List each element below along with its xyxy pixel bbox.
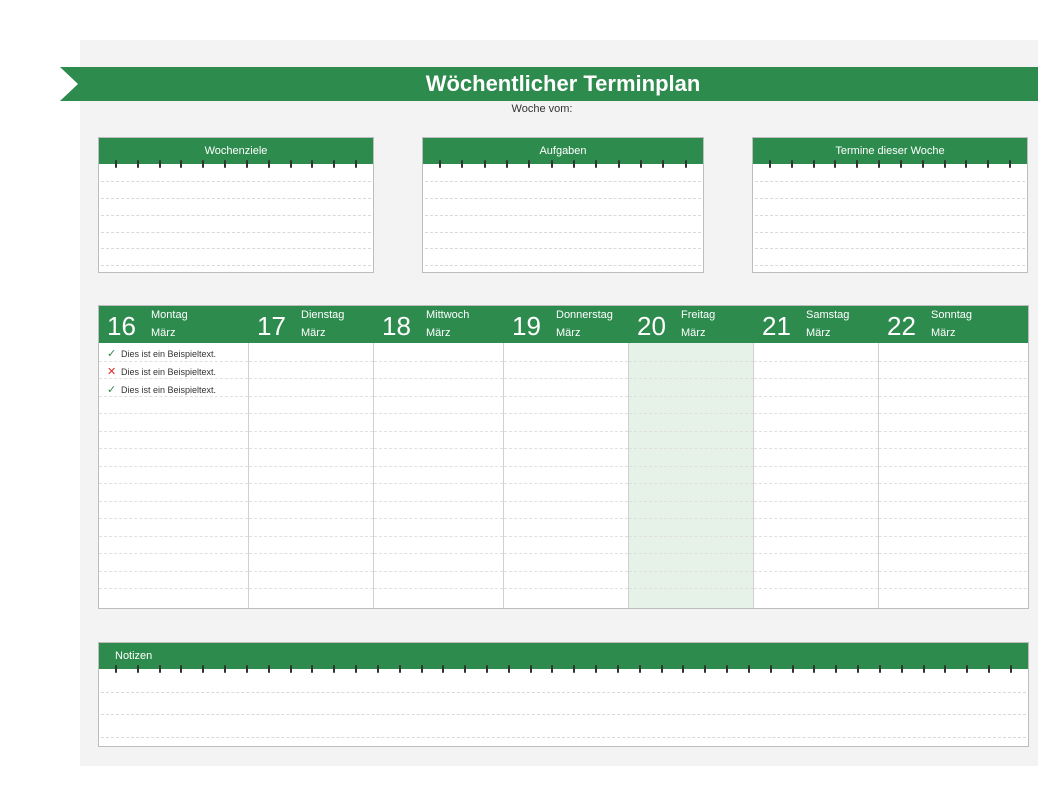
day-column-sonntag[interactable] bbox=[879, 343, 1027, 608]
day-column-montag[interactable] bbox=[99, 343, 249, 608]
row-line bbox=[629, 483, 753, 484]
writing-line bbox=[425, 198, 701, 199]
card-appointments[interactable] bbox=[752, 137, 1028, 273]
row-line bbox=[249, 378, 373, 379]
row-line bbox=[374, 571, 503, 572]
row-line bbox=[374, 431, 503, 432]
card-title: Wochenziele bbox=[204, 145, 268, 157]
row-line bbox=[249, 501, 373, 502]
day-header-samstag bbox=[754, 306, 879, 343]
day-column-dienstag[interactable] bbox=[249, 343, 374, 608]
row-line bbox=[504, 518, 628, 519]
day-column-mittwoch[interactable] bbox=[374, 343, 504, 608]
row-line bbox=[629, 553, 753, 554]
row-line bbox=[754, 536, 878, 537]
writing-line bbox=[755, 232, 1025, 233]
card-title: Termine dieser Woche bbox=[835, 145, 945, 157]
day-name: Dienstag bbox=[301, 309, 345, 321]
row-line bbox=[629, 466, 753, 467]
row-line bbox=[99, 571, 248, 572]
row-line bbox=[249, 536, 373, 537]
row-line bbox=[374, 466, 503, 467]
writing-line bbox=[755, 181, 1025, 182]
day-number: 16 bbox=[107, 311, 136, 341]
row-line bbox=[249, 518, 373, 519]
row-line bbox=[879, 518, 1027, 519]
writing-line bbox=[101, 248, 371, 249]
row-line bbox=[99, 501, 248, 502]
row-line bbox=[629, 413, 753, 414]
row-line bbox=[754, 483, 878, 484]
row-line bbox=[754, 448, 878, 449]
day-column-freitag[interactable] bbox=[629, 343, 754, 608]
row-line bbox=[629, 378, 753, 379]
row-line bbox=[249, 431, 373, 432]
writing-line bbox=[101, 198, 371, 199]
row-line bbox=[629, 431, 753, 432]
row-line bbox=[99, 483, 248, 484]
row-line bbox=[99, 361, 248, 362]
day-month: März bbox=[556, 327, 581, 339]
row-line bbox=[879, 413, 1027, 414]
row-line bbox=[504, 483, 628, 484]
row-line bbox=[879, 553, 1027, 554]
row-line bbox=[879, 361, 1027, 362]
row-line bbox=[249, 448, 373, 449]
row-line bbox=[99, 466, 248, 467]
row-line bbox=[504, 466, 628, 467]
day-month: März bbox=[806, 327, 831, 339]
row-line bbox=[249, 413, 373, 414]
lined-area[interactable] bbox=[99, 164, 373, 272]
row-line bbox=[374, 501, 503, 502]
row-line bbox=[374, 588, 503, 589]
row-line bbox=[879, 501, 1027, 502]
day-number: 19 bbox=[512, 311, 541, 341]
row-line bbox=[99, 553, 248, 554]
day-header-dienstag bbox=[249, 306, 374, 343]
row-line bbox=[99, 413, 248, 414]
row-line bbox=[879, 431, 1027, 432]
row-line bbox=[504, 448, 628, 449]
check-icon: ✓ bbox=[107, 348, 117, 360]
row-line bbox=[879, 396, 1027, 397]
row-line bbox=[249, 396, 373, 397]
writing-line bbox=[101, 737, 1026, 738]
notes-card[interactable] bbox=[98, 642, 1029, 747]
row-line bbox=[754, 378, 878, 379]
day-header-donnerstag bbox=[504, 306, 629, 343]
task-item[interactable] bbox=[107, 347, 216, 360]
row-line bbox=[504, 378, 628, 379]
week-grid bbox=[98, 305, 1029, 609]
row-line bbox=[99, 378, 248, 379]
day-number: 18 bbox=[382, 311, 411, 341]
row-line bbox=[374, 378, 503, 379]
row-line bbox=[754, 518, 878, 519]
lined-area[interactable] bbox=[423, 164, 703, 272]
row-line bbox=[249, 588, 373, 589]
day-column-donnerstag[interactable] bbox=[504, 343, 629, 608]
writing-line bbox=[425, 248, 701, 249]
row-line bbox=[754, 396, 878, 397]
row-line bbox=[374, 518, 503, 519]
row-line bbox=[879, 378, 1027, 379]
writing-line bbox=[101, 215, 371, 216]
page-title: Wöchentlicher Terminplan bbox=[425, 71, 701, 96]
row-line bbox=[629, 588, 753, 589]
row-line bbox=[249, 483, 373, 484]
row-line bbox=[374, 413, 503, 414]
day-column-samstag[interactable] bbox=[754, 343, 879, 608]
day-name: Sonntag bbox=[931, 309, 972, 321]
row-line bbox=[754, 413, 878, 414]
day-number: 21 bbox=[762, 311, 791, 341]
row-line bbox=[249, 553, 373, 554]
day-month: März bbox=[426, 327, 451, 339]
writing-line bbox=[101, 265, 371, 266]
day-month: März bbox=[931, 327, 956, 339]
task-text: Dies ist ein Beispieltext. bbox=[121, 367, 217, 377]
row-line bbox=[99, 518, 248, 519]
row-line bbox=[99, 431, 248, 432]
row-line bbox=[629, 518, 753, 519]
row-line bbox=[879, 571, 1027, 572]
week-of-label: Woche vom: bbox=[511, 103, 573, 115]
row-line bbox=[504, 431, 628, 432]
row-line bbox=[249, 466, 373, 467]
row-line bbox=[754, 571, 878, 572]
row-line bbox=[754, 431, 878, 432]
day-name: Donnerstag bbox=[556, 309, 613, 321]
writing-line bbox=[101, 692, 1026, 693]
row-line bbox=[249, 361, 373, 362]
writing-line bbox=[755, 248, 1025, 249]
row-line bbox=[629, 361, 753, 362]
writing-line bbox=[425, 181, 701, 182]
row-line bbox=[99, 448, 248, 449]
row-line bbox=[754, 588, 878, 589]
row-line bbox=[754, 361, 878, 362]
row-line bbox=[629, 396, 753, 397]
cross-icon: ✕ bbox=[107, 366, 117, 378]
row-line bbox=[374, 361, 503, 362]
writing-line bbox=[101, 181, 371, 182]
row-line bbox=[504, 536, 628, 537]
row-line bbox=[99, 588, 248, 589]
row-line bbox=[629, 536, 753, 537]
writing-line bbox=[755, 198, 1025, 199]
row-line bbox=[629, 571, 753, 572]
card-title: Aufgaben bbox=[539, 145, 587, 157]
writing-line bbox=[101, 714, 1026, 715]
row-line bbox=[504, 413, 628, 414]
row-line bbox=[754, 553, 878, 554]
row-line bbox=[504, 396, 628, 397]
row-line bbox=[374, 553, 503, 554]
day-header-freitag bbox=[629, 306, 754, 343]
row-line bbox=[879, 448, 1027, 449]
day-header-mittwoch bbox=[374, 306, 504, 343]
row-line bbox=[374, 396, 503, 397]
card-tasks[interactable] bbox=[422, 137, 704, 273]
notes-lined-area[interactable] bbox=[99, 669, 1028, 746]
task-item[interactable] bbox=[107, 383, 216, 396]
card-weekly-goals[interactable] bbox=[98, 137, 374, 273]
row-line bbox=[879, 536, 1027, 537]
day-name: Samstag bbox=[806, 309, 850, 321]
row-line bbox=[754, 501, 878, 502]
row-line bbox=[249, 571, 373, 572]
row-line bbox=[879, 588, 1027, 589]
row-line bbox=[504, 361, 628, 362]
day-month: März bbox=[681, 327, 706, 339]
writing-line bbox=[425, 265, 701, 266]
check-icon: ✓ bbox=[107, 384, 117, 396]
writing-line bbox=[755, 215, 1025, 216]
day-header-sonntag bbox=[879, 306, 1028, 343]
row-line bbox=[99, 536, 248, 537]
day-month: März bbox=[301, 327, 326, 339]
day-month: März bbox=[151, 327, 176, 339]
task-text: Dies ist ein Beispieltext. bbox=[121, 349, 217, 359]
day-number: 22 bbox=[887, 311, 916, 341]
writing-line bbox=[425, 232, 701, 233]
row-line bbox=[374, 483, 503, 484]
row-line bbox=[879, 466, 1027, 467]
row-line bbox=[374, 448, 503, 449]
day-name: Freitag bbox=[681, 309, 716, 321]
day-header-montag bbox=[99, 306, 249, 343]
day-number: 20 bbox=[637, 311, 666, 341]
row-line bbox=[629, 448, 753, 449]
day-name: Mittwoch bbox=[426, 309, 470, 321]
writing-line bbox=[425, 215, 701, 216]
day-number: 17 bbox=[257, 311, 286, 341]
task-item[interactable] bbox=[107, 365, 216, 378]
day-name: Montag bbox=[151, 309, 188, 321]
notes-title: Notizen bbox=[115, 650, 153, 662]
row-line bbox=[504, 553, 628, 554]
row-line bbox=[504, 501, 628, 502]
writing-line bbox=[755, 265, 1025, 266]
row-line bbox=[504, 588, 628, 589]
row-line bbox=[504, 571, 628, 572]
row-line bbox=[374, 536, 503, 537]
writing-line bbox=[101, 232, 371, 233]
lined-area[interactable] bbox=[753, 164, 1027, 272]
row-line bbox=[754, 466, 878, 467]
row-line bbox=[879, 483, 1027, 484]
row-line bbox=[629, 501, 753, 502]
task-text: Dies ist ein Beispieltext. bbox=[121, 385, 217, 395]
